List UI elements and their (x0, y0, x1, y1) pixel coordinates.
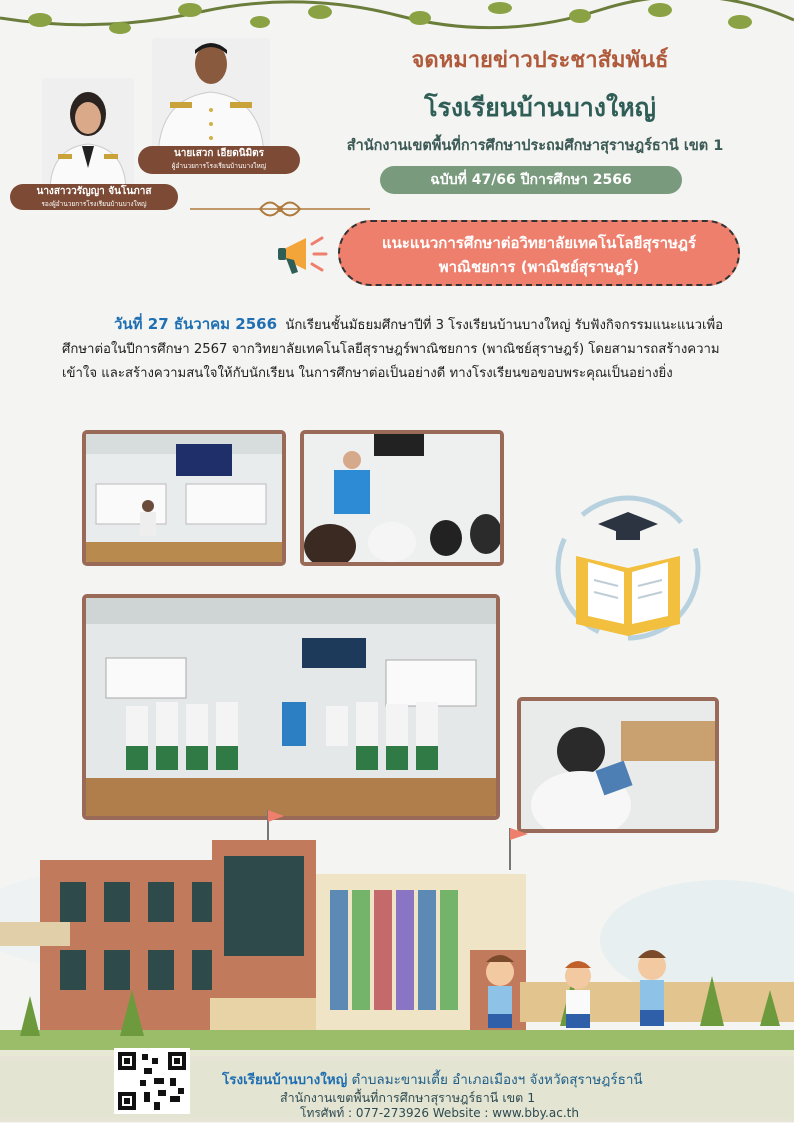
article-body: นักเรียนชั้นมัธยมศึกษาปีที่ 3 โรงเรียนบ้านบางใหญ่ รับฟังกิจกรรมแนะแนวเพื่อศึกษาต่อในปีการศึกษา 2567 จากวิทยาลัยเทคโนโลยีสุราษฎร์พาณิชยการ (พาณิชย์สุราษฎร์) โดยสามารถสร้างความเข้าใจ และสร้างความสนใจให้กับนักเรียน ในการศึกษาต่อเป็นอย่างดี ทางโรงเรียนขอขอบพระคุณเป็นอย่างยิ่ง (62, 318, 724, 381)
deputy-director-photo (42, 78, 134, 188)
director-role: ผู้อำนวยการโรงเรียนบ้านบางใหญ่ (171, 162, 267, 170)
deputy-name: นางสาววรัญญา จันโนภาส (36, 186, 152, 197)
education-book-icon (536, 476, 720, 660)
topic-line-2: พาณิชยการ (พาณิชย์สุราษฎร์) (438, 258, 640, 276)
classroom-photo-1 (82, 430, 286, 566)
footer-address-line (222, 1068, 722, 1090)
ornament-divider (190, 196, 370, 222)
footer-address: ตำบลมะขามเตี้ย อำเภอเมืองฯ จังหวัดสุราษฎร์ธานี (351, 1072, 643, 1088)
director-photo (152, 38, 270, 156)
footer-office: สำนักงานเขตพื้นที่การศึกษาสุราษฎร์ธานี เขต 1 (280, 1090, 536, 1105)
deputy-role: รองผู้อำนวยการโรงเรียนบ้านบางใหญ่ (41, 200, 147, 208)
topic-line-1: แนะแนวการศึกษาต่อวิทยาลัยเทคโนโลยีสุราษฎร์ (381, 234, 697, 252)
qr-code[interactable] (114, 1048, 190, 1114)
topic-banner (338, 220, 740, 286)
group-photo (82, 594, 500, 820)
article-date: วันที่ 27 ธันวาคม 2566 (114, 315, 278, 333)
deputy-name-badge (10, 184, 178, 210)
director-name-badge (138, 146, 300, 174)
footer-contact: โทรศัพท์ : 077-273926 Website : www.bby.ac.th (300, 1106, 579, 1120)
classroom-photo-2 (300, 430, 504, 566)
article-paragraph (62, 312, 734, 386)
office-name: สำนักงานเขตพื้นที่การศึกษาประถมศึกษาสุราษฎร์ธานี เขต 1 (346, 138, 724, 154)
issue-badge: ฉบับที่ 47/66 ปีการศึกษา 2566 (380, 166, 682, 194)
vine-decoration (0, 0, 794, 40)
megaphone-icon (276, 228, 328, 280)
newsletter-title: จดหมายข่าวประชาสัมพันธ์ (411, 48, 669, 73)
director-name: นายเสวก เอียดนิมิตร (173, 148, 265, 159)
footer-school: โรงเรียนบ้านบางใหญ่ (222, 1072, 348, 1088)
school-name: โรงเรียนบ้านบางใหญ่ (424, 93, 656, 122)
